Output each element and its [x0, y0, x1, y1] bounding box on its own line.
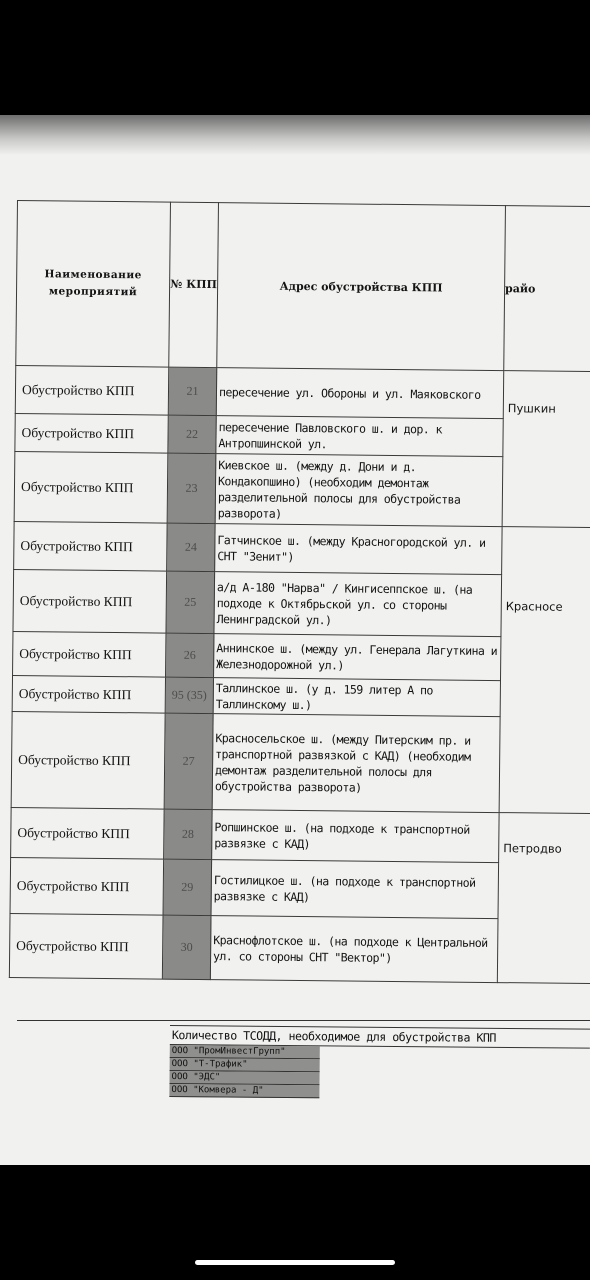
divider-line: [17, 1020, 590, 1021]
row-district: Пушкин: [502, 371, 590, 528]
header-district: райо: [504, 206, 590, 372]
row-name: Обустройство КПП: [15, 365, 168, 415]
row-number: 28: [164, 809, 213, 859]
document-photo: [0, 115, 590, 1165]
company-row: ООО "ПромИнвестГрупп": [170, 1045, 320, 1059]
row-address: Ропшинское ш. (на подходе к транспортной развязке с КАД): [212, 810, 500, 863]
header-number: № КПП: [169, 202, 219, 367]
row-number: 22: [168, 415, 216, 454]
row-number: 24: [167, 523, 216, 572]
table-header-row: [16, 201, 590, 372]
row-name: Обустройство КПП: [13, 631, 166, 677]
row-number: 25: [166, 571, 215, 633]
company-row: ООО "ЭДС": [169, 1071, 319, 1085]
row-district: Петродво: [497, 813, 590, 984]
row-address: Киевское ш. (между д. Дони и д. Кондакопшино) (необходим демонтаж разделительной полосы для обустройства разворота): [215, 454, 503, 527]
row-name: Обустройство КПП: [14, 451, 168, 523]
table-row: [15, 365, 590, 419]
row-address: Аннинское ш. (между ул. Генерала Лагуткина и Железнодорожной ул.): [214, 634, 501, 681]
company-row: ООО "Комвера - Д": [169, 1084, 319, 1098]
row-name: Обустройство КПП: [11, 807, 165, 859]
summary-title: Количество ТСОДД, необходимое для обустройства КПП: [170, 1025, 590, 1049]
row-address: Таллинское ш. (у д. 159 литер А по Таллинскому ш.): [213, 678, 500, 717]
row-address: Гостилицкое ш. (на подходе к транспортной развязке с КАД): [211, 860, 499, 919]
row-number: 23: [167, 453, 216, 523]
row-number: 29: [163, 859, 212, 915]
row-number: 27: [164, 713, 213, 809]
home-indicator[interactable]: [195, 1260, 395, 1265]
row-name: Обустройство КПП: [12, 675, 165, 713]
checkpoint-table: [9, 200, 590, 984]
table-row: [11, 807, 590, 863]
row-address: пересечение Павловского ш. и дор. к Антропшинской ул.: [216, 416, 503, 457]
row-name: Обустройство КПП: [10, 857, 164, 915]
row-address: Красносельское ш. (между Питерским пр. и транспортной развязкой с КАД) (необходим демонтаж разделительной полосы для обустройства разворота): [212, 714, 500, 813]
table-row: [14, 521, 590, 575]
row-number: 30: [162, 915, 211, 979]
paper-top-shadow: [0, 115, 590, 155]
summary-block: [169, 1025, 590, 1101]
header-name: Наименование мероприятий: [16, 201, 171, 368]
row-district: Красносе: [499, 527, 590, 814]
row-address: Гатчинское ш. (между Красногородской ул. и СНТ "Зенит"): [215, 524, 502, 575]
row-name: Обустройство КПП: [14, 521, 167, 571]
row-number: 95 (35): [165, 677, 213, 714]
row-name: Обустройство КПП: [15, 413, 168, 453]
row-address: пересечение ул. Обороны и ул. Маяковского: [216, 368, 503, 419]
row-number: 26: [166, 633, 214, 678]
row-name: Обустройство КПП: [9, 913, 163, 979]
row-name: Обустройство КПП: [11, 711, 165, 809]
company-row: ООО "Т-Трафик": [170, 1058, 320, 1072]
row-name: Обустройство КПП: [13, 569, 167, 633]
header-address: Адрес обустройства КПП: [217, 203, 506, 371]
row-address: Краснофлотское ш. (на подходе к Центральной ул. со стороны СНТ "Вектор"): [210, 916, 498, 983]
row-number: 21: [168, 367, 217, 416]
row-address: а/д А-180 "Нарва" / Кингисеппское ш. (на подходе к Октябрьской ул. со стороны Ленинградской ул.): [214, 572, 502, 637]
